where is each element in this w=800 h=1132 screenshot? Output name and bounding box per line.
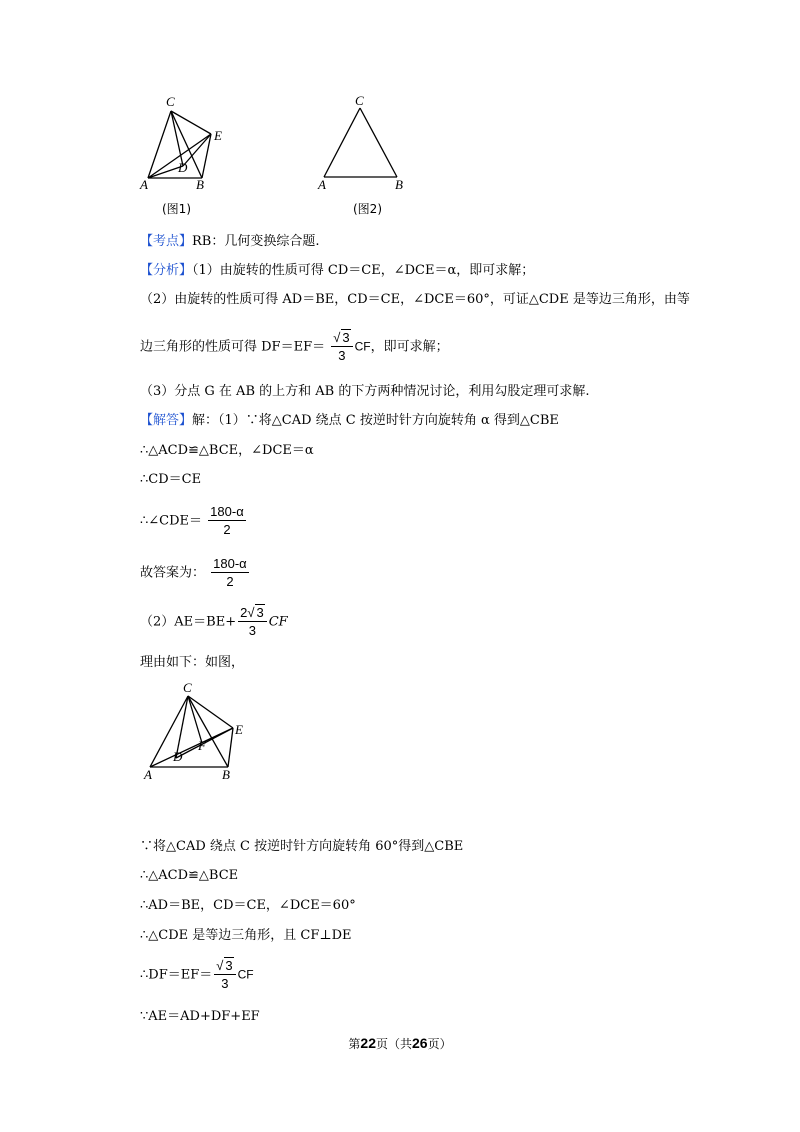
- jieda-l12-pre: ∴DF＝EF＝: [140, 967, 213, 983]
- jieda-l2: ∴△ACD≌△BCE，∠DCE＝α: [140, 443, 314, 458]
- jieda-l9: ∴△ACD≌△BCE: [140, 868, 239, 883]
- fig2-label-b: B: [395, 177, 403, 192]
- fig1-caption: (图1): [162, 202, 191, 216]
- fenxi-p4: （3）分点 G 在 AB 的上方和 AB 的下方两种情况讨论，利用勾股定理可求解.: [140, 384, 590, 399]
- fenxi-p2: （2）由旋转的性质可得 AD＝BE，CD＝CE，∠DCE＝60°，可证△CDE 是等边三角形，由等: [140, 292, 690, 307]
- fraction-numerator: 180-α: [213, 556, 247, 571]
- cf-symbol: CF: [237, 967, 254, 982]
- jieda-l11: ∴△CDE 是等边三角形，且 CF⊥DE: [140, 928, 352, 943]
- fig3-label-e: E: [235, 722, 243, 737]
- jieda-line-6: [140, 605, 288, 639]
- fenxi-tag: 【分析】: [140, 263, 193, 278]
- fraction-180-minus-alpha-over-2-answer: [211, 556, 249, 590]
- fraction-denominator: 2: [226, 574, 234, 589]
- jieda-l4-pre: ∴∠CDE＝: [140, 513, 203, 529]
- kaodian-tag: 【考点】: [140, 234, 193, 249]
- footer-post: 页）: [427, 1037, 452, 1051]
- figure-3: [140, 678, 260, 790]
- fraction-sqrt3-over-3: $\frac{√ 3}{3}$: [331, 330, 352, 364]
- fig3-label-b: B: [222, 767, 230, 782]
- jieda-l5-pre: 故答案为：: [140, 565, 206, 581]
- fig2-label-a: A: [318, 177, 326, 192]
- jieda-l7: 理由如下：如图，: [140, 655, 245, 670]
- fig3-label-f: F: [198, 738, 206, 753]
- fig1-label-e: E: [214, 128, 222, 143]
- fig2-label-c: C: [355, 93, 364, 108]
- jieda-l6-pre: （2）AE＝BE+: [140, 614, 237, 630]
- fraction-denominator: 3: [221, 976, 229, 991]
- fenxi-line-3: [140, 330, 449, 364]
- fraction-sqrt3-over-3-b: $\frac{√ 3}{3}$: [214, 958, 235, 992]
- fenxi-line-1: [140, 262, 534, 280]
- fig2-caption: (图2): [353, 202, 382, 216]
- jieda-l1: 解：（1）∵将△CAD 绕点 C 按逆时针方向旋转角 α 得到△CBE: [192, 413, 559, 428]
- jieda-l8: ∵将△CAD 绕点 C 按逆时针方向旋转角 60°得到△CBE: [140, 839, 464, 854]
- page-footer: [0, 1035, 800, 1052]
- footer-page-number: 22: [360, 1035, 376, 1051]
- cf-symbol: CF: [354, 339, 371, 354]
- jieda-line-12: [140, 958, 254, 992]
- fig3-label-d: D: [173, 749, 183, 764]
- figure-2: [315, 92, 425, 222]
- coefficient: 2: [240, 605, 248, 620]
- fraction-numerator: 180-α: [210, 504, 244, 519]
- fig1-label-b: B: [196, 177, 204, 192]
- fraction-denominator: 3: [248, 623, 257, 638]
- jieda-tag: 【解答】: [140, 413, 193, 428]
- fraction-180-minus-alpha-over-2: [208, 504, 246, 538]
- jieda-l10: ∴AD＝BE，CD＝CE，∠DCE＝60°: [140, 898, 356, 913]
- figure-1: [140, 92, 240, 222]
- footer-mid: 页（共: [375, 1037, 412, 1051]
- jieda-line-5: [140, 556, 251, 590]
- fraction-2sqrt3-over-3: $\frac{2√ 3}{3}$: [238, 605, 267, 639]
- footer-total-pages: 26: [412, 1035, 428, 1051]
- figure-1-drawing: [140, 92, 240, 222]
- fig3-label-c: C: [183, 680, 192, 695]
- fraction-denominator: 3: [338, 348, 346, 363]
- jieda-line-4: [140, 504, 248, 538]
- fig1-label-c: C: [166, 94, 175, 109]
- fenxi-p3-post: ，即可求解；: [370, 339, 449, 355]
- figure-3-drawing: [140, 678, 260, 790]
- sqrt-radicand: 3: [342, 330, 350, 345]
- jieda-l6-post: CF: [268, 614, 288, 630]
- fig1-label-a: A: [140, 177, 148, 192]
- fig3-label-a: A: [144, 767, 152, 782]
- sqrt-radicand: 3: [256, 605, 264, 620]
- figure-2-drawing: [315, 92, 425, 222]
- footer-pre: 第: [348, 1037, 361, 1051]
- fenxi-p3-pre: 边三角形的性质可得 DF＝EF＝: [140, 339, 326, 355]
- jieda-line-1: [140, 412, 559, 430]
- kaodian-line: [140, 233, 320, 251]
- sqrt-radicand: 3: [225, 958, 233, 973]
- fraction-denominator: 2: [223, 522, 231, 537]
- fenxi-p1: （1）由旋转的性质可得 CD＝CE，∠DCE＝α，即可求解；: [192, 263, 535, 278]
- fig1-label-d: D: [178, 160, 188, 175]
- kaodian-text: RB：几何变换综合题.: [192, 234, 320, 249]
- jieda-l3: ∴CD＝CE: [140, 472, 202, 487]
- jieda-l13: ∵AE＝AD+DF+EF: [140, 1009, 260, 1024]
